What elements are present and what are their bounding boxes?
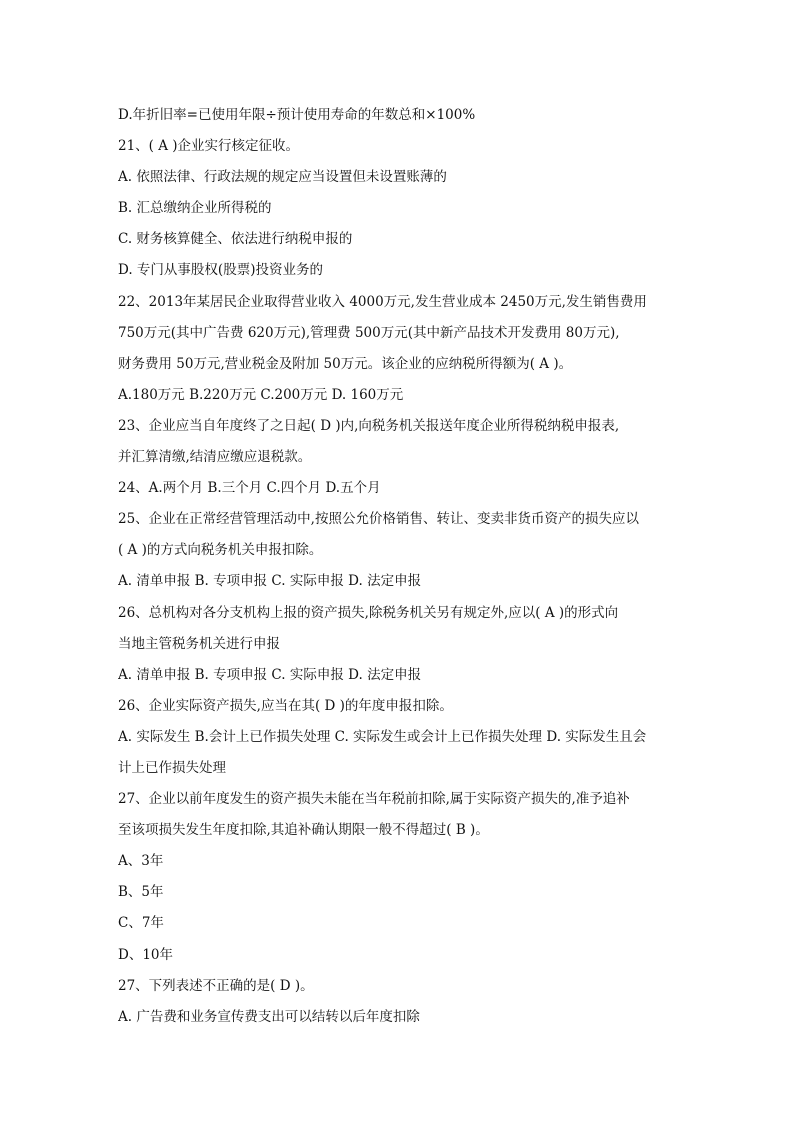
question-24: 24、A.两个月 B.三个月 C.四个月 D.五个月 [118, 480, 381, 497]
option-line: C、7年 [118, 915, 164, 932]
question-26: 26、总机构对各分支机构上报的资产损失,除税务机关另有规定外,应以( A )的形式向 [118, 604, 619, 621]
option-line: A. 广告费和业务宣传费支出可以结转以后年度扣除 [118, 1008, 420, 1025]
option-line: A. 实际发生 B.会计上已作损失处理 C. 实际发生或会计上已作损失处理 D. 实际发生且会 [118, 728, 647, 745]
text-line: 至该项损失发生年度扣除,其追补确认期限一般不得超过( B )。 [118, 822, 489, 839]
text-line: ( A )的方式向税务机关申报扣除。 [118, 542, 323, 559]
question-27: 27、企业以前年度发生的资产损失未能在当年税前扣除,属于实际资产损失的,准予追补 [118, 791, 630, 808]
option-line: C. 财务核算健全、依法进行纳税申报的 [118, 231, 353, 248]
option-line: B. 汇总缴纳企业所得税的 [118, 200, 272, 217]
text-line: 750万元(其中广告费 620万元),管理费 500万元(其中新产品技术开发费用 80万元), [118, 324, 620, 341]
question-23: 23、企业应当自年度终了之日起( D )内,向税务机关报送年度企业所得税纳税申报表, [118, 417, 620, 434]
option-line: D、10年 [118, 946, 174, 963]
question-21: 21、( A )企业实行核定征收。 [118, 138, 300, 155]
option-line: A. 清单申报 B. 专项申报 C. 实际申报 D. 法定申报 [118, 666, 422, 683]
question-26b: 26、企业实际资产损失,应当在其( D )的年度申报扣除。 [118, 697, 453, 714]
option-line: A、3年 [118, 853, 164, 870]
question-25: 25、企业在正常经营管理活动中,按照公允价格销售、转让、变卖非货币资产的损失应以 [118, 511, 639, 528]
option-line: A. 清单申报 B. 专项申报 C. 实际申报 D. 法定申报 [118, 573, 422, 590]
document-body [118, 100, 678, 1033]
option-line: A. 依照法律、行政法规的规定应当设置但未设置账薄的 [118, 169, 447, 186]
text-line: 财务费用 50万元,营业税金及附加 50万元。该企业的应纳税所得额为( A )。 [118, 355, 573, 372]
text-line: 计上已作损失处理 [118, 759, 226, 776]
option-line: B、5年 [118, 884, 164, 901]
text-line: D.年折旧率=已使用年限÷预计使用寿命的年数总和×100% [118, 107, 476, 123]
option-line: A.180万元 B.220万元 C.200万元 D. 160万元 [118, 386, 404, 403]
text-line: 并汇算清缴,结清应缴应退税款。 [118, 449, 312, 466]
question-22: 22、2013年某居民企业取得营业收入 4000万元,发生营业成本 2450万元,发生销售费用 [118, 293, 647, 310]
option-line: D. 专门从事股权(股票)投资业务的 [118, 262, 323, 279]
text-line: 当地主管税务机关进行申报 [118, 635, 280, 652]
question-27b: 27、下列表述不正确的是( D )。 [118, 977, 314, 994]
